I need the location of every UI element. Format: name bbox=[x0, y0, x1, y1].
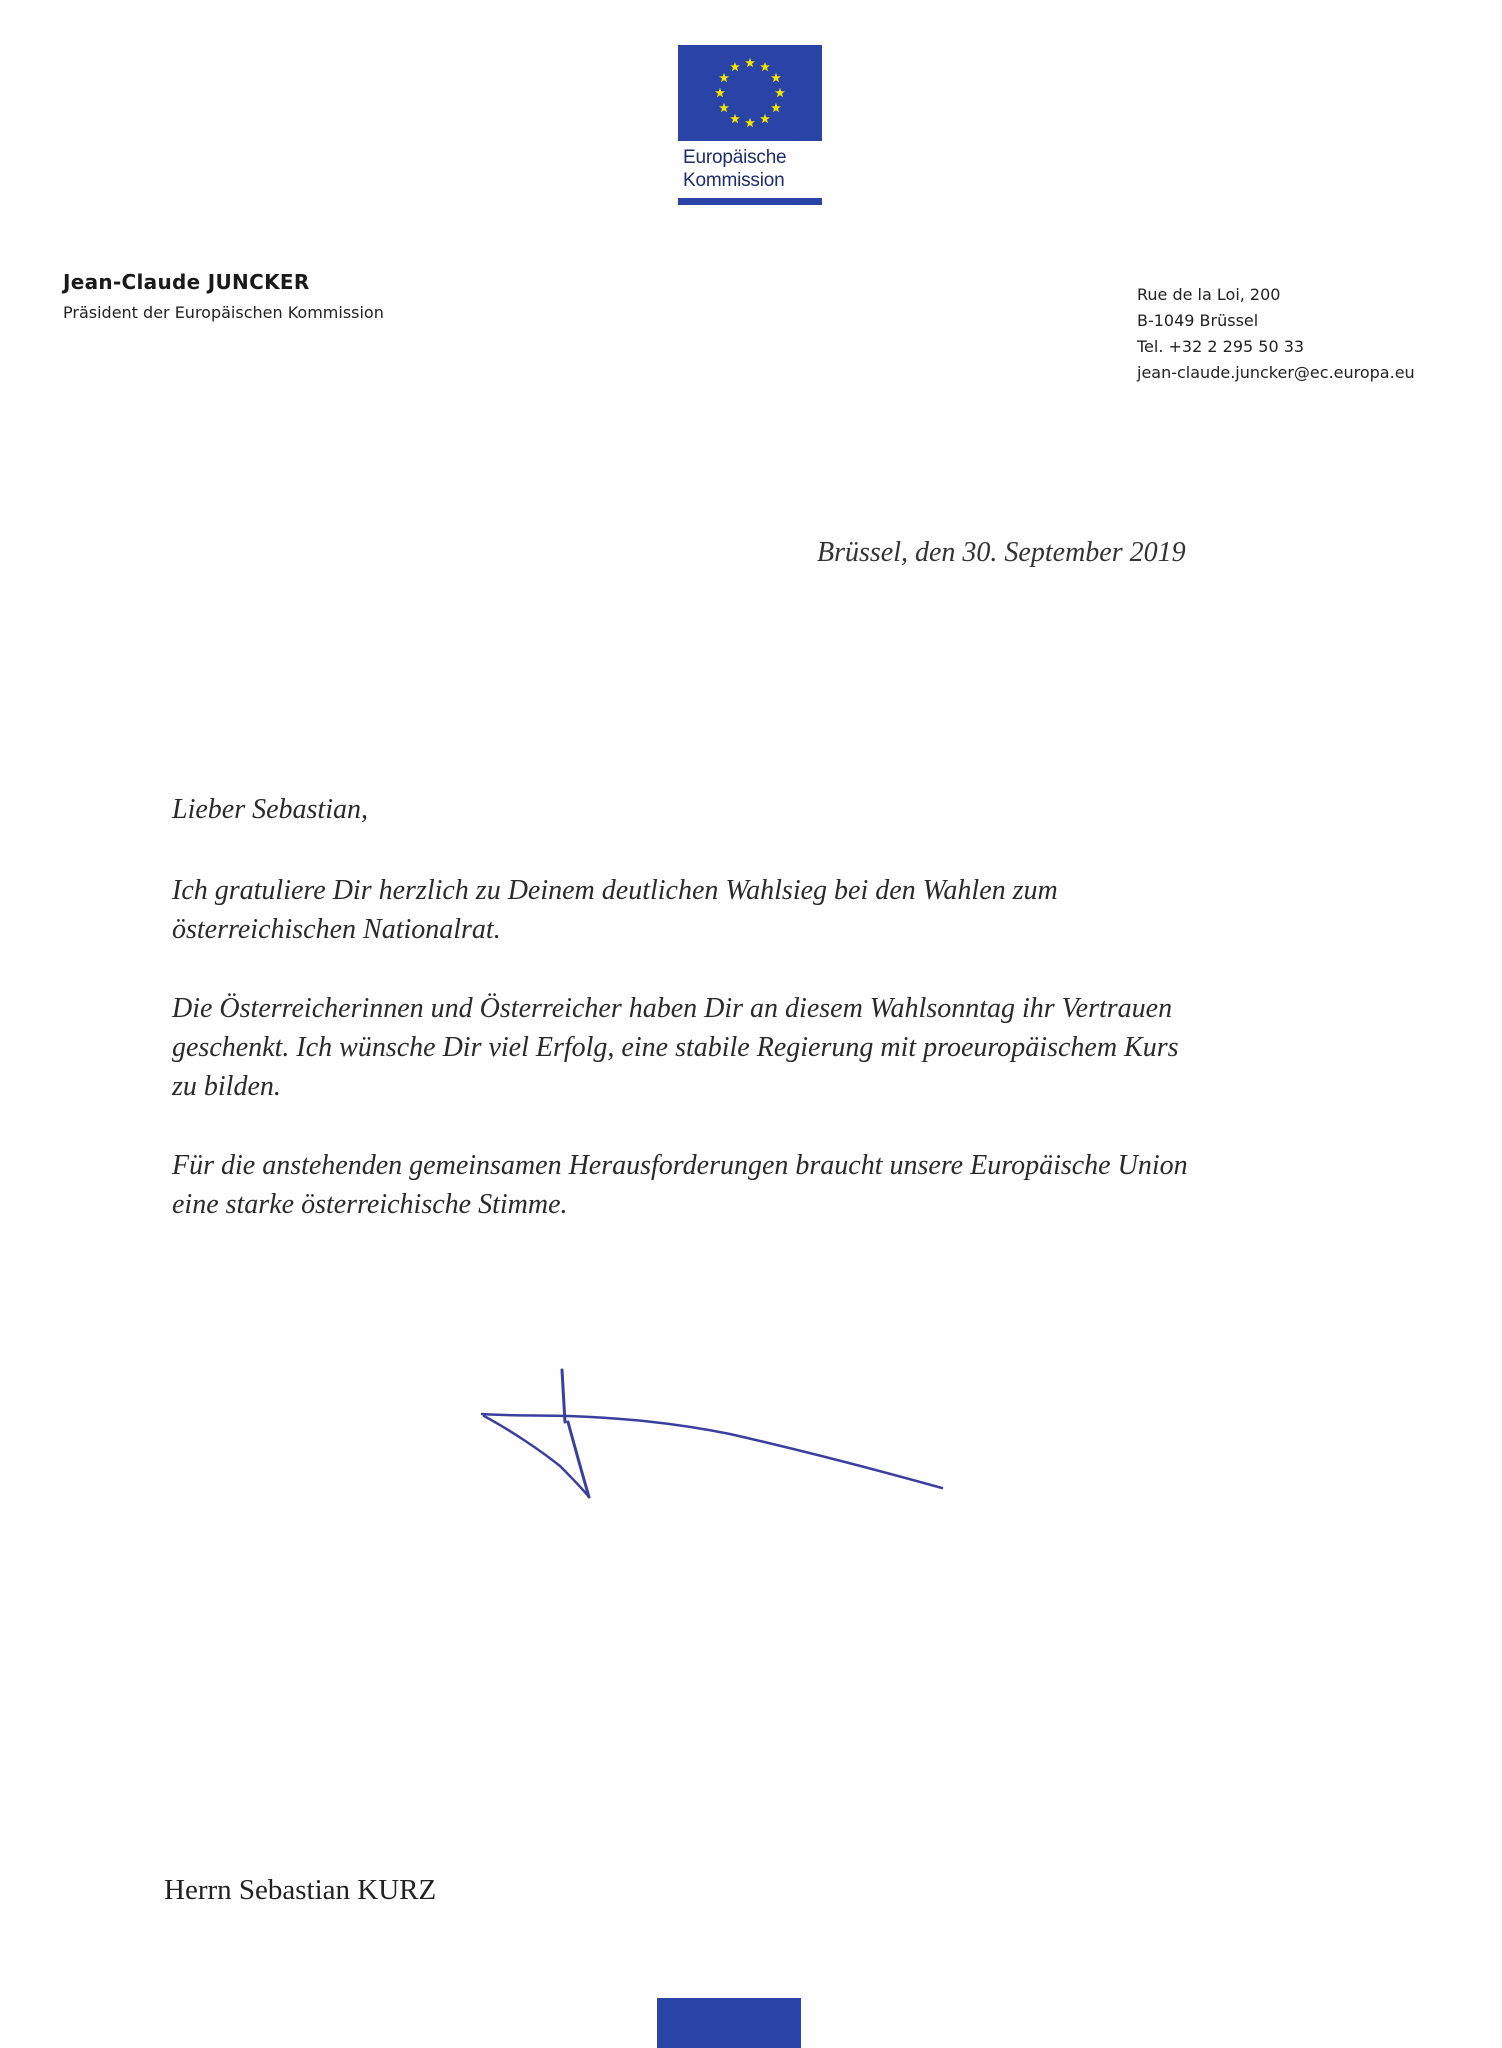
footer-blue-bar bbox=[657, 1998, 801, 2048]
paragraph-line: geschenkt. Ich wünsche Dir viel Erfolg, eine stabile Regierung mit proeuropäischem Kurs bbox=[172, 1032, 1179, 1063]
letter-date: Brüssel, den 30. September 2019 bbox=[817, 537, 1186, 568]
logo-underline-bar bbox=[678, 198, 822, 205]
address-city: B-1049 Brüssel bbox=[1137, 311, 1259, 330]
paragraph-1 bbox=[172, 871, 1302, 949]
eu-commission-logo bbox=[678, 45, 822, 209]
sender-first-name: Jean-Claude bbox=[63, 270, 208, 294]
sender-name bbox=[63, 270, 384, 294]
address-street: Rue de la Loi, 200 bbox=[1137, 285, 1281, 304]
address-email: jean-claude.juncker@ec.europa.eu bbox=[1137, 363, 1415, 382]
paragraph-line: Die Österreicherinnen und Österreicher haben Dir an diesem Wahlsonntag ihr Vertrauen bbox=[172, 993, 1173, 1024]
letter-body bbox=[172, 790, 1302, 1224]
logo-wordmark bbox=[683, 146, 786, 192]
salutation: Lieber Sebastian, bbox=[172, 794, 368, 825]
paragraph-3 bbox=[172, 1146, 1302, 1224]
paragraph-line: österreichischen Nationalrat. bbox=[172, 914, 501, 945]
recipient: Herrn Sebastian KURZ bbox=[164, 1874, 437, 1906]
sender-last-name: JUNCKER bbox=[207, 270, 310, 294]
handwritten-signature bbox=[470, 1360, 960, 1510]
logo-line-1: Europäische bbox=[683, 147, 787, 168]
paragraph-line: Ich gratuliere Dir herzlich zu Deinem deutlichen Wahlsieg bei den Wahlen zum bbox=[172, 875, 1058, 906]
paragraph-line: eine starke österreichische Stimme. bbox=[172, 1189, 568, 1220]
address-phone: Tel. +32 2 295 50 33 bbox=[1137, 337, 1305, 356]
sender-title: Präsident der Europäischen Kommission bbox=[63, 303, 384, 322]
paragraph-line: Für die anstehenden gemeinsamen Herausforderungen braucht unsere Europäische Union bbox=[172, 1150, 1188, 1181]
eu-flag-icon bbox=[678, 45, 822, 141]
sender-block bbox=[63, 270, 384, 322]
paragraph-2 bbox=[172, 989, 1302, 1106]
logo-line-2: Kommission bbox=[683, 170, 785, 191]
address-block bbox=[1137, 282, 1415, 386]
paragraph-line: zu bilden. bbox=[172, 1071, 281, 1102]
